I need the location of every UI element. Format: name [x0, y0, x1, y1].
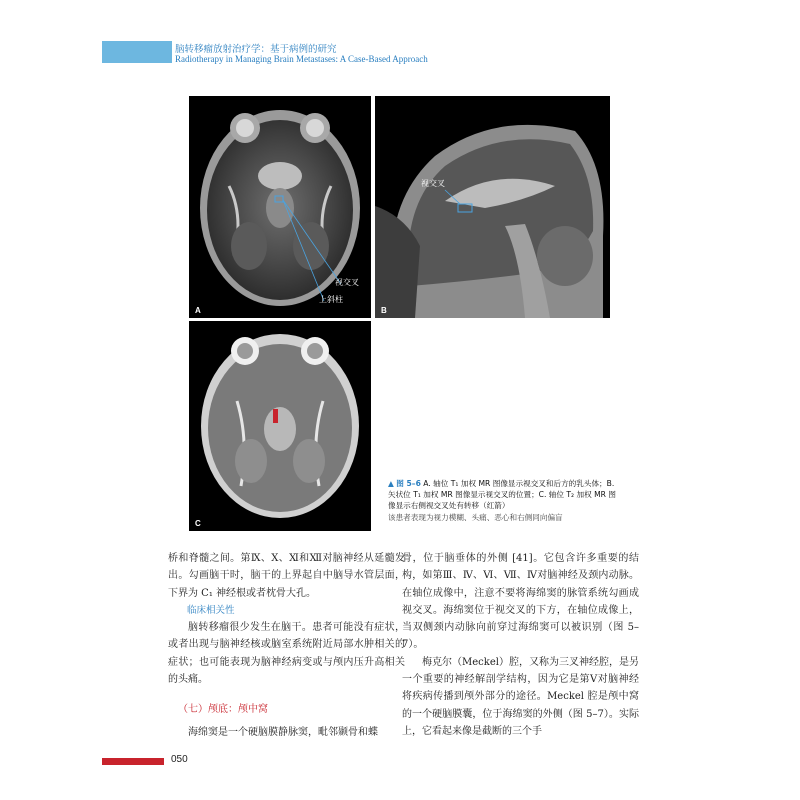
caption-triangle-icon: ▲ — [388, 479, 394, 488]
paragraph: 骨，位于脑垂体的外侧 [41]。它包含许多重要的结构，如第Ⅲ、Ⅳ、Ⅵ、Ⅶ、Ⅳ对脑神经及颈内动脉。在轴位成像中，注意不要将海绵窦的脉管系统勾画成视交叉。海绵窦位于视交叉的下方，在轴位成像上，当双侧颈内动脉向前穿过海绵窦可以被识别（图 5–7）。 — [402, 553, 639, 651]
caption-text: A. 轴位 T₁ 加权 MR 图像显示视交叉和后方的乳头体；B. 矢状位 T₁ 加权 MR 图像显示视交叉的位置；C. 轴位 T₂ 加权 MR 图像显示右侧视交叉处有转移（红箭） — [388, 479, 616, 510]
section-heading: （七）颅底：颅中窝 — [178, 704, 268, 716]
paragraph: 海绵窦是一个硬脑膜静脉窦，毗邻颞骨和蝶 — [188, 726, 378, 738]
body-column-right — [402, 550, 639, 740]
label-optic-chiasm-a: 视交叉 — [335, 278, 359, 287]
figure-panel-b — [375, 96, 610, 318]
paragraph: 桥和脊髓之间。第Ⅸ、Ⅹ、Ⅺ和Ⅻ对脑神经从延髓发出。勾画脑干时，脑干的上界起自中脑导水管层面，下界为 C₁ 神经根或者枕骨大孔。 — [168, 553, 405, 599]
panel-letter-c: C — [195, 519, 201, 528]
subheading-clinical-relevance: 临床相关性 — [187, 604, 235, 616]
body-column-left — [168, 550, 405, 741]
mri-axial-image-c — [189, 321, 371, 531]
figure-caption — [388, 478, 620, 523]
figure-panel-a — [189, 96, 371, 318]
running-header-title-zh: 脑转移瘤放射治疗学：基于病例的研究 — [175, 44, 337, 55]
caption-figure-number: 图 5–6 — [396, 479, 421, 488]
paragraph: 脑转移瘤很少发生在脑干。患者可能没有症状，或者出现与脑神经核或脑室系统附近局部水肿相关的症状；也可能表现为脑神经病变或与颅内压升高相关的头痛。 — [168, 622, 405, 686]
mri-sagittal-image-b — [375, 96, 610, 318]
label-optic-chiasm-b: 视交叉 — [421, 179, 445, 188]
header-color-bar — [102, 41, 172, 63]
page-number: 050 — [171, 754, 188, 765]
caption-subnote: 该患者表现为视力模糊、头痛、恶心和右侧同向偏盲 — [388, 513, 563, 522]
running-header-title-en: Radiotherapy in Managing Brain Metastases: A Case-Based Approach — [175, 54, 428, 64]
footer-color-bar — [102, 758, 164, 765]
panel-letter-b: B — [381, 306, 387, 315]
label-infundibulum-a: 上斜柱 — [319, 295, 343, 304]
panel-letter-a: A — [195, 306, 201, 315]
red-arrow-marker — [273, 409, 278, 423]
figure-panel-c — [189, 321, 371, 531]
paragraph: 梅克尔（Meckel）腔，又称为三叉神经腔，是另一个重要的神经解剖学结构，因为它是第Ⅴ对脑神经将疾病传播到颅外部分的途径。Meckel 腔是颅中窝的一个硬脑膜囊，位于海绵窦的外侧（图 5–7）。实际上，它看起来像是截断的三个手 — [402, 656, 639, 737]
